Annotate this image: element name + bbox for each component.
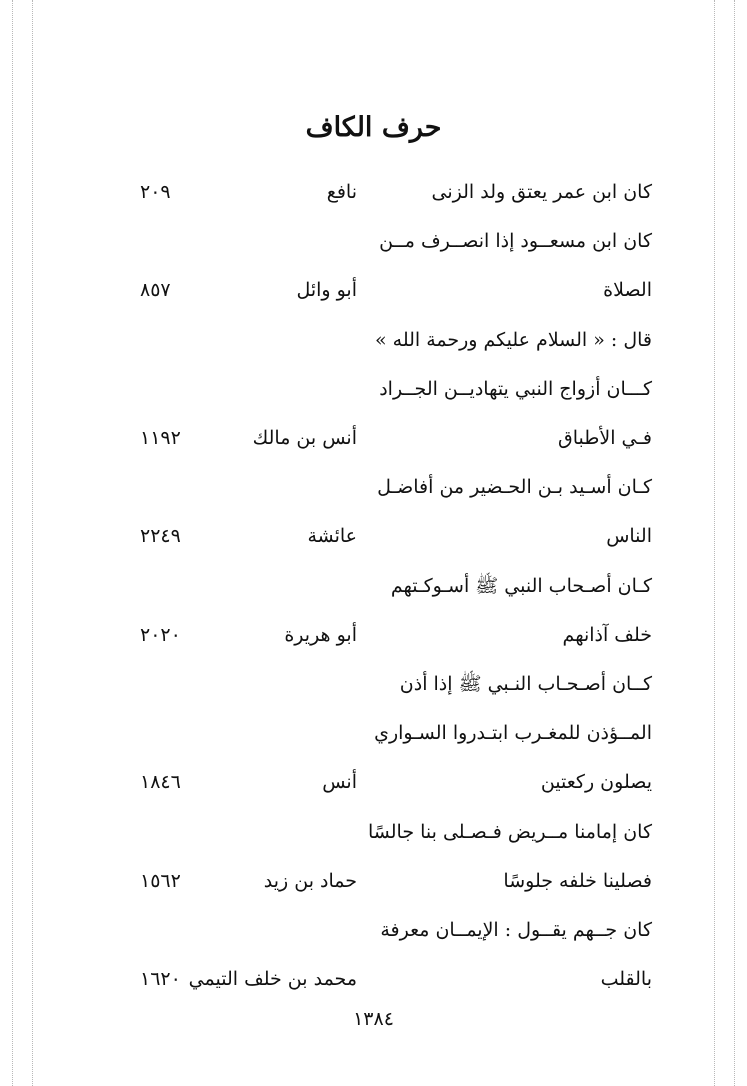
index-entry-row	[0, 910, 747, 950]
entry-number: ٢٠٩	[140, 181, 171, 203]
index-entry-row	[0, 418, 747, 458]
entry-text: فـي الأطباق	[557, 427, 652, 449]
entry-text: الناس	[606, 525, 652, 548]
entry-text: كـان أسـيد بـن الحـضير من أفاضـل	[377, 476, 652, 499]
entry-number: ٨٥٧	[140, 279, 171, 302]
entry-narrator: عائشة	[307, 525, 357, 548]
index-entry-row	[0, 959, 747, 999]
entry-text: كان ابن مسعــود إذا انصــرف مــن	[379, 230, 652, 253]
entry-text: كان ابن عمر يعتق ولد الزنى	[431, 181, 652, 203]
index-entry-row	[0, 713, 747, 753]
index-entry-row	[0, 762, 747, 802]
entry-text: قال : « السلام عليكم ورحمة الله »	[374, 328, 652, 351]
entry-text: كـــان أزواج النبي يتهاديــن الجــراد	[379, 377, 652, 400]
index-entry-row	[0, 320, 747, 360]
entry-text: كـان أصـحاب النبي ﷺ أسـوكـتهم	[390, 574, 652, 597]
entry-text: خلف آذانهم	[562, 623, 652, 646]
entry-number: ١٦٢٠	[140, 968, 181, 991]
entry-text: يصلون ركعتين	[540, 771, 652, 794]
entry-text: كــان أصـحـاب النـبي ﷺ إذا أذن	[399, 673, 652, 695]
page-number: ١٣٨٤	[353, 1008, 394, 1030]
index-entry-row	[0, 467, 747, 507]
entry-narrator: نافع	[326, 181, 357, 203]
entry-number: ٢٠٢٠	[140, 623, 181, 646]
entry-text: كان جــهم يقــول : الإيمــان معرفة	[380, 919, 652, 941]
index-entry-row	[0, 172, 747, 212]
index-entry-row	[0, 812, 747, 852]
index-entry-row	[0, 516, 747, 556]
index-entry-row	[0, 861, 747, 901]
index-entry-row	[0, 664, 747, 704]
index-entry-row	[0, 566, 747, 606]
index-entry-row	[0, 615, 747, 655]
entry-narrator: أبو هريرة	[284, 623, 357, 646]
entry-text: الصلاة	[603, 279, 652, 302]
entry-text: فصلينا خلفه جلوسًا	[503, 869, 652, 892]
entry-text: كان إمامنا مــريض فـصـلى بنا جالسًا	[368, 820, 652, 843]
entry-number: ١٨٤٦	[140, 771, 181, 794]
entry-narrator: أنس	[322, 771, 357, 794]
index-entry-row	[0, 270, 747, 310]
index-entry-row	[0, 369, 747, 409]
entry-narrator: أنس بن مالك	[252, 427, 357, 449]
index-entry-row	[0, 221, 747, 261]
entry-narrator: أبو وائل	[296, 279, 357, 302]
entry-narrator: محمد بن خلف التيمي	[188, 968, 357, 991]
entry-text: بالقلب	[600, 968, 652, 991]
section-heading: حرف الكاف	[305, 112, 442, 143]
entry-number: ١٥٦٢	[140, 869, 181, 892]
entry-text: المــؤذن للمغـرب ابتـدروا السـواري	[374, 722, 652, 745]
entry-number: ٢٢٤٩	[140, 525, 181, 548]
entry-narrator: حماد بن زيد	[263, 869, 357, 892]
entry-number: ١١٩٢	[140, 427, 181, 449]
